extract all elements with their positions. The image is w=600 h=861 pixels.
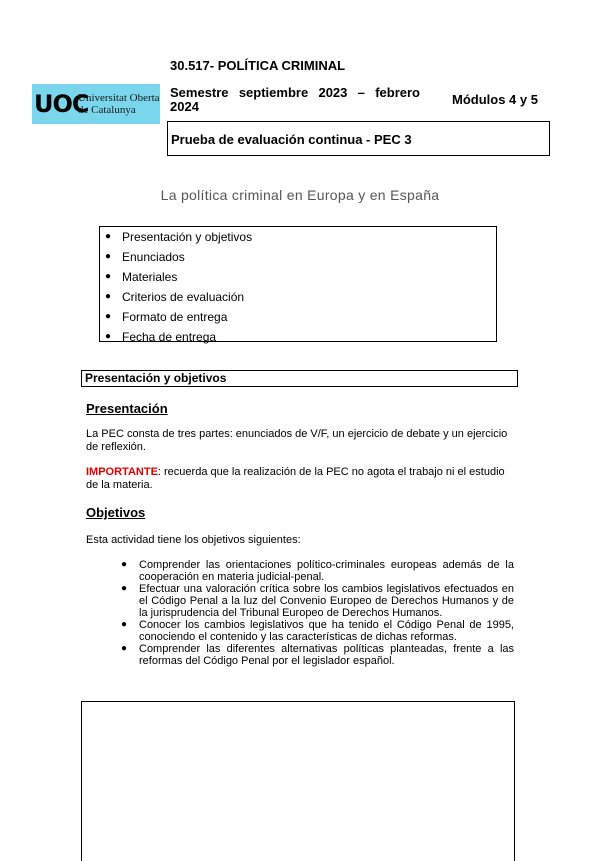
bullet-icon: ●: [121, 643, 128, 654]
bullet-icon: ●: [105, 291, 112, 302]
document-title: La política criminal en Europa y en España: [160, 187, 440, 203]
important-note: [86, 466, 514, 492]
presentation-heading: Presentación: [86, 401, 168, 416]
objectives-heading: Objetivos: [86, 505, 146, 520]
pec-title-box: [167, 121, 550, 156]
objectives-intro: Esta actividad tiene los objetivos siguientes:: [86, 534, 301, 546]
bullet-icon: ●: [121, 619, 128, 630]
objectives-list: [118, 559, 514, 667]
bullet-icon: ●: [121, 583, 128, 594]
pec-title: Prueba de evaluación continua - PEC 3: [171, 132, 412, 147]
important-label: IMPORTANTE: [86, 466, 158, 478]
objective-item: [118, 559, 514, 583]
toc-item-label: Formato de entrega: [122, 310, 228, 324]
course-title: 30.517- POLÍTICA CRIMINAL: [170, 58, 346, 73]
toc-item-label: Enunciados: [122, 250, 185, 264]
objective-text: Efectuar una valoración crítica sobre los cambios legislativos efectuados en el Código Penal a la luz del Convenio Europeo de Derechos Humanos y de la jurisprudencia del Tribunal Europeo de Derechos Humanos.: [139, 583, 514, 619]
toc-item-label: Presentación y objetivos: [122, 230, 253, 244]
toc-item-label: Materiales: [122, 270, 178, 284]
toc-item-label: Criterios de evaluación: [122, 290, 245, 304]
uoc-logo-text: [78, 92, 160, 116]
section-heading-bar: [81, 370, 518, 387]
important-text: : recuerda que la realización de la PEC no agota el trabajo ni el estudio de la materia.: [86, 466, 505, 491]
logo-line-1: Universitat Oberta: [78, 92, 160, 104]
bullet-icon: ●: [105, 231, 112, 242]
objective-item: [118, 619, 514, 643]
toc-item-label: Fecha de entrega: [122, 330, 217, 344]
bullet-icon: ●: [105, 271, 112, 282]
objective-text: Comprender las orientaciones político-criminales europeas además de la cooperación en materia judicial-penal.: [139, 559, 514, 583]
objective-item: [118, 583, 514, 619]
bullet-icon: ●: [105, 251, 112, 262]
objective-text: Comprender las diferentes alternativas políticas planteadas, frente a las reformas del Código Penal por el legislador español.: [139, 643, 514, 667]
uoc-logo: [32, 84, 160, 124]
semester-label: Semestre septiembre 2023 – febrero 2024: [170, 85, 420, 114]
bullet-icon: ●: [105, 311, 112, 322]
table-of-contents: [99, 226, 497, 342]
objective-item: [118, 643, 514, 667]
section-heading: Presentación y objetivos: [85, 371, 227, 385]
bullet-icon: ●: [121, 559, 128, 570]
uoc-logo-mark: UOC: [34, 90, 89, 118]
presentation-text: La PEC consta de tres partes: enunciados de V/F, un ejercicio de debate y un ejercicio de reflexión.: [86, 428, 508, 453]
bullet-icon: ●: [105, 331, 112, 342]
next-section-box: [81, 701, 515, 861]
logo-line-2: de Catalunya: [78, 104, 136, 116]
objective-text: Conocer los cambios legislativos que ha tenido el Código Penal de 1995, conociendo el contenido y las características de dichas reformas.: [139, 619, 514, 643]
modules-label: Módulos 4 y 5: [452, 92, 538, 107]
